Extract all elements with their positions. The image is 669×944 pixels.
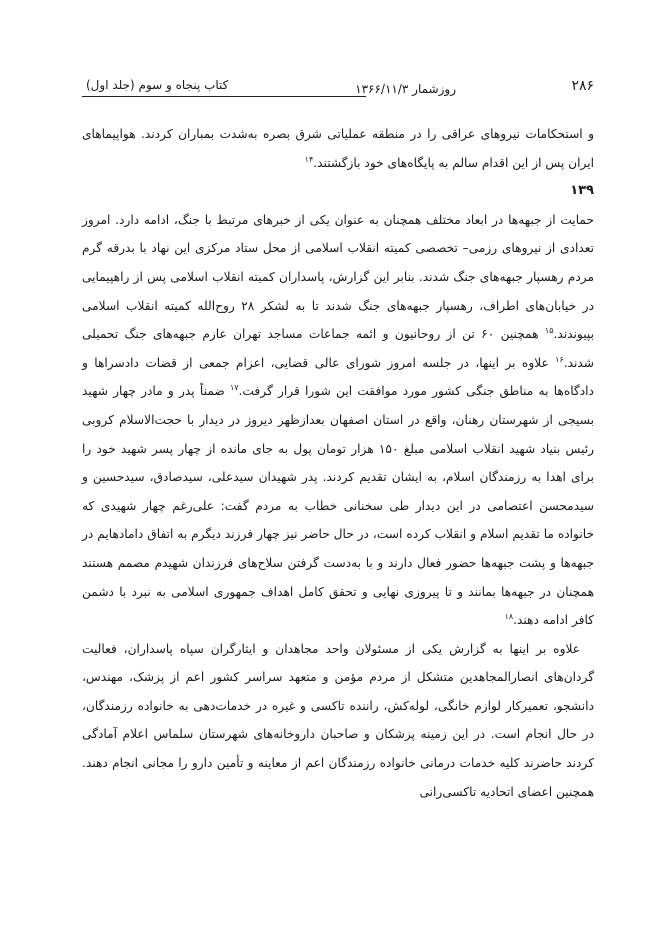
intro-paragraph bbox=[82, 120, 594, 177]
page-number: ۲۸۶ bbox=[571, 78, 594, 94]
intro-text: و استحکامات نیروهای عراقی را در منطقه عملیاتی شرق بصره به‌شدت بمباران کردند. هواپیماهای ایران پس از این اقدام سالم به پایگاه‌های خود بازگشتند. bbox=[82, 127, 594, 170]
paragraph-1-part-3: علاوه بر اینها، در جلسه امروز شورای عالی قضایی، اعزام جمعی از قضات دادسراها و دادگاه‌ها به مناطق جنگی کشور مورد موافقت این شورا قرار گرفت. bbox=[82, 355, 594, 399]
section-number: ۱۳۹ bbox=[570, 183, 594, 199]
page-header bbox=[82, 70, 594, 100]
header-date: روزشمار ۱۳۶۶/۱۱/۳ bbox=[355, 82, 456, 96]
footnote-ref: ۱۴ bbox=[304, 154, 314, 164]
paragraph-1-part-4: ضمناً پدر و مادر چهار شهید بسیجی از شهرستان رهنان، واقع در استان اصفهان بعدازظهر دیروز در دیدار با حجت‌الاسلام کروبی رئیس بنیاد شهید انقلاب اسلامی مبلغ ۱۵۰ هزار تومان پول به جای مانده از چهار پسر شهید خود را برای اهدا به رزمندگان اسلام، به ایشان تقدیم کردند. پدر شهیدان سیدعلی، سیدصادق، سیدحسین و سیدمحسن اعتصامی در این دیدار طی سخنانی خطاب به مردم گفت: علی‌رغم چهار شهیدی که خانواده ما تقدیم اسلام و انقلاب کرده است، در حال حاضر نیز چهار فرزند دیگرم به اتفاق دامادهایم در جبهه‌ها و پشت جبهه‌ها حضور فعال دارند و با به‌دست گرفتن سلاح‌های فرزندان شهیدم مصمم هستند همچنان در جبهه‌ها بمانند و تا پیروزی نهایی و تحقق کامل اهداف جمهوری اسلامی به نبرد با دشمن کافر ادامه دهند. bbox=[82, 384, 594, 628]
footnote-ref: ۱۶ bbox=[555, 354, 564, 364]
footnote-ref: ۱۸ bbox=[504, 612, 514, 622]
paragraph-1 bbox=[82, 206, 594, 635]
footnote-ref: ۱۷ bbox=[229, 383, 239, 393]
footnote-ref: ۱۵ bbox=[544, 326, 554, 336]
header-rule-left bbox=[82, 96, 304, 97]
paragraph-2: علاوه بر اینها به گزارش یکی از مسئولان واحد مجاهدان و ایثارگران سپاه پاسداران، فعالیت گردان‌های انصارالمجاهدین متشکل از مردم مؤمن و متعهد سراسر کشور اعم از پزشک، مهندس، دانشجو، تعمیرکار لوازم خانگی، لوله‌کش، راننده تاکسی و غیره در خدمات‌دهی به خانواده رزمندگان، در حال انجام است. در این زمینه پزشکان و صاحبان داروخانه‌های شهرستان سلماس اعلام آمادگی کردند حاضرند کلیه خدمات درمانی خانواده رزمندگان اعم از معاینه و تأمین دارو را مجانی انجام دهند. همچنین اعضای اتحادیه تاکسی‌رانی bbox=[82, 641, 594, 799]
paragraph-1-part-1: حمایت از جبهه‌ها در ابعاد مختلف همچنان به عنوان یکی از خبرهای مرتبط با جنگ، ادامه دارد. امروز تعدادی از نیروهای رزمی– تخصصی کمیته انقلاب اسلامی از محل ستاد مرکزی این نهاد با بدرقه گرم مردم رهسپار جبهه‌های جنگ شدند. بنابر این گزارش، پاسداران کمیته انقلاب اسلامی پس از راهپیمایی در خیابان‌های اطراف، رهسپار جبهه‌های جنگ شدند تا به لشکر ۲۸ روح‌الله کمیته انقلاب اسلامی بپیوندند. bbox=[82, 212, 594, 342]
paragraph-1-part-2: همچنین ۶۰ تن از روحانیون و ائمه جماعات مساجد تهران عازم جبهه‌های جنگ تحمیلی شدند. bbox=[82, 327, 594, 370]
document-page bbox=[82, 70, 594, 930]
book-title: کتاب پنجاه و سوم (جلد اول) bbox=[86, 78, 229, 92]
body-text bbox=[82, 120, 594, 806]
